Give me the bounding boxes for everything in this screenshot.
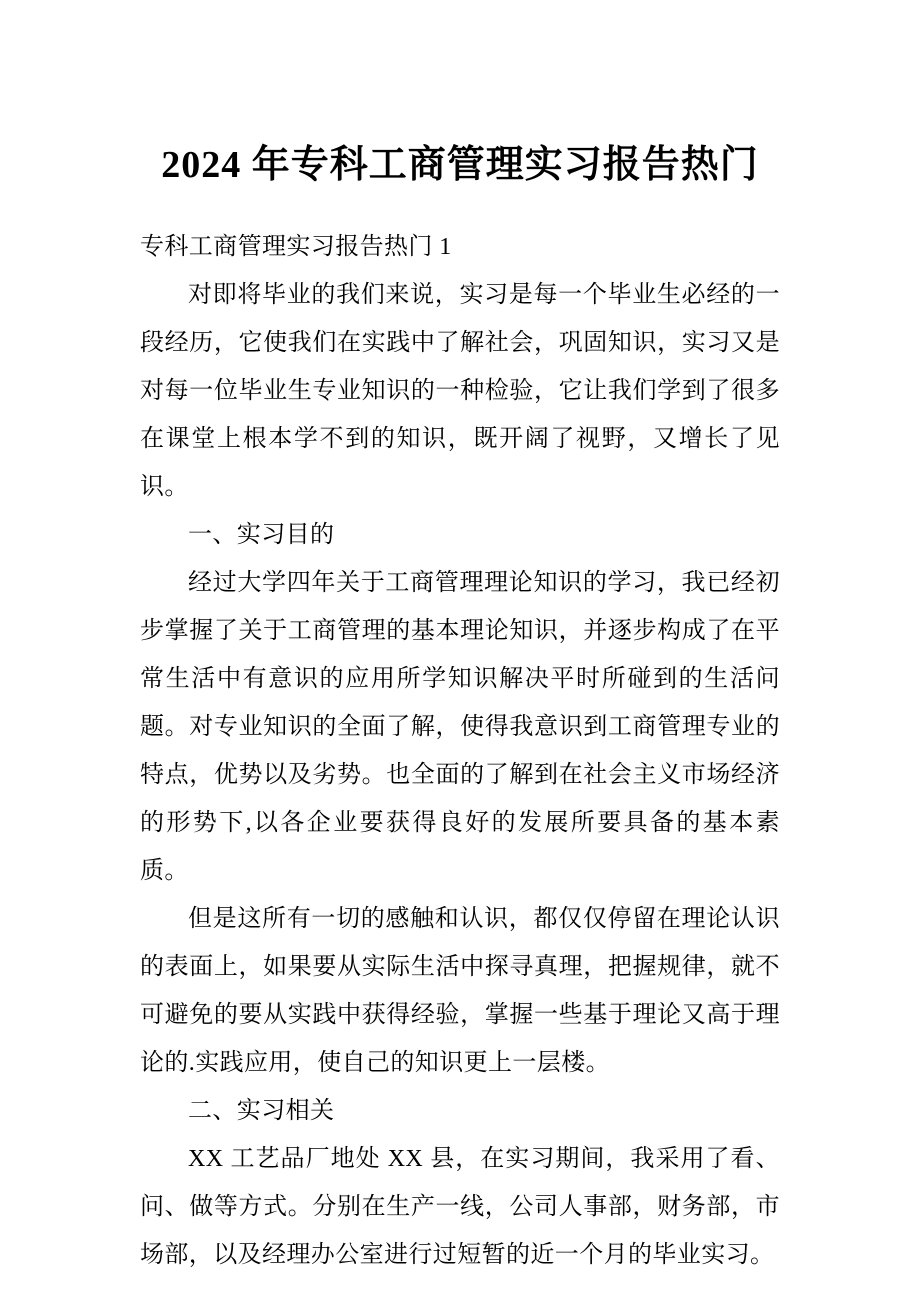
paragraph-intro: 对即将毕业的我们来说，实习是每一个毕业生必经的一段经历，它使我们在实践中了解社会，巩固知识，实习又是对每一位毕业生专业知识的一种检验，它让我们学到了很多在课堂上根本学不到的知识，既开阔了视野，又增长了见识。 <box>140 282 780 500</box>
document-title: 2024 年专科工商管理实习报告热门 <box>161 144 759 186</box>
paragraph-purpose-body: 经过大学四年关于工商管理理论知识的学习，我已经初步掌握了关于工商管理的基本理论知识，并逐步构成了在平常生活中有意识的应用所学知识解决平时所碰到的生活问题。对专业知识的全面了解，使得我意识到工商管理专业的特点，优势以及劣势。也全面的了解到在社会主义市场经济的形势下,以各企业要获得良好的发展所要具备的基本素质。 <box>140 570 780 884</box>
paragraph-heading-purpose: 一、实习目的 <box>188 522 335 548</box>
paragraph-subtitle: 专科工商管理实习报告热门 1 <box>140 234 452 260</box>
paragraph-purpose-body-2: 但是这所有一切的感触和认识，都仅仅停留在理论认识的表面上，如果要从实际生活中探寻真理，把握规律，就不可避免的要从实践中获得经验，掌握一些基于理论又高于理论的.实践应用，使自己的知识更上一层楼。 <box>140 906 780 1076</box>
paragraph-heading-related: 二、实习相关 <box>188 1098 335 1124</box>
paragraph-related-body: XX 工艺品厂地处 XX 县，在实习期间，我采用了看、问、做等方式。分别在生产一线，公司人事部，财务部，市场部，以及经理办公室进行过短暂的近一个月的毕业实习。 <box>140 1146 780 1268</box>
document-body <box>140 223 780 1279</box>
